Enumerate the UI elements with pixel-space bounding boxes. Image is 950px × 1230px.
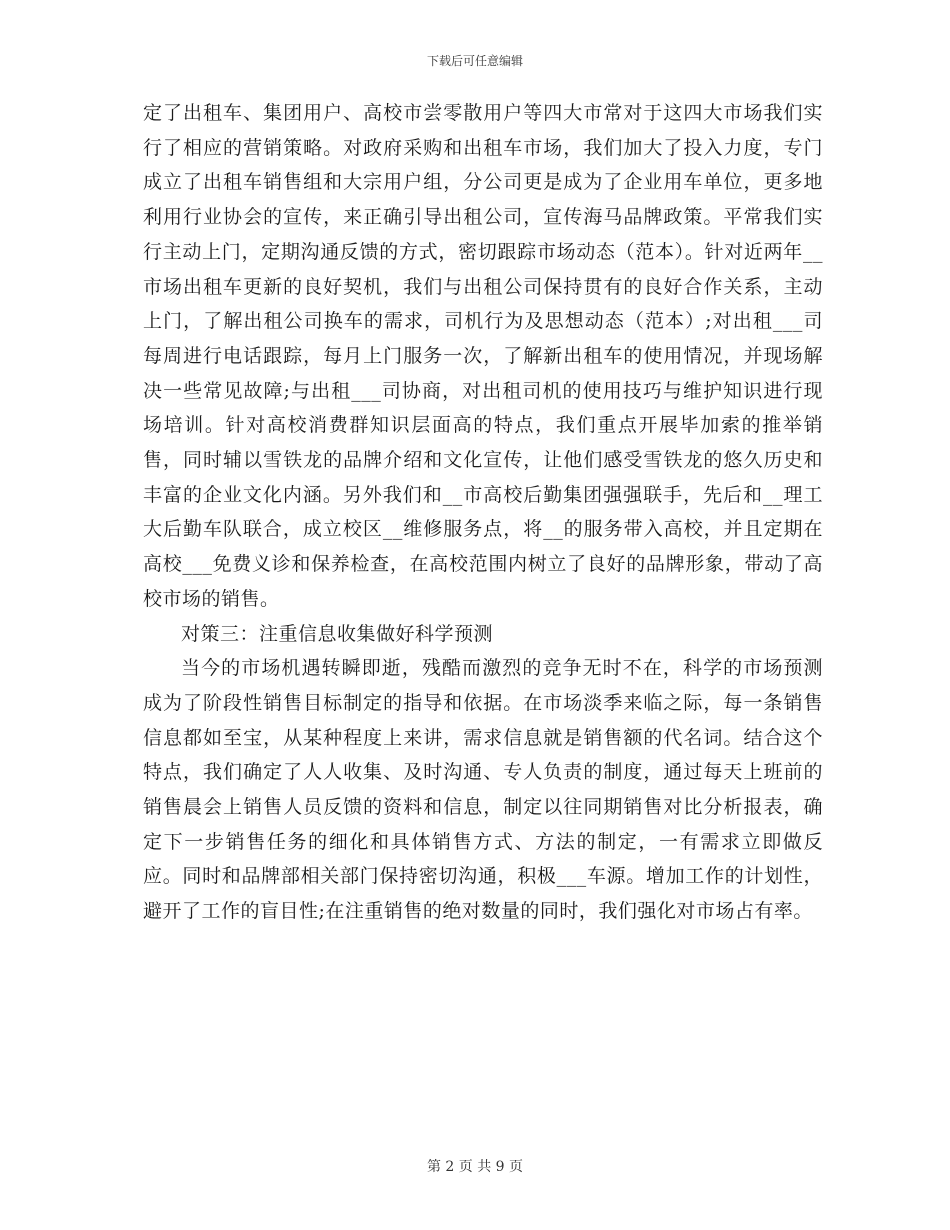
page-header: 下载后可任意编辑 xyxy=(426,54,523,68)
document-body xyxy=(143,96,823,929)
paragraph: 定了出租车、集团用户、高校市尝零散用户等四大市常对于这四大市场我们实行了相应的营销策略。对政府采购和出租车市场，我们加大了投入力度，专门成立了出租车销售组和大宗用户组，分公司更是成为了企业用车单位，更多地利用行业协会的宣传，来正确引导出租公司，宣传海马品牌政策。平常我们实行主动上门，定期沟通反馈的方式，密切跟踪市场动态（范本）。针对近两年__市场出租车更新的良好契机，我们与出租公司保持贯有的良好合作关系，主动上门，了解出租公司换车的需求，司机行为及思想动态（范本）;对出租___司每周进行电话跟踪，每月上门服务一次，了解新出租车的使用情况，并现场解决一些常见故障;与出租___司协商，对出租司机的使用技巧与维护知识进行现场培训。针对高校消费群知识层面高的特点，我们重点开展毕加索的推举销售，同时辅以雪铁龙的品牌介绍和文化宣传，让他们感受雪铁龙的悠久历史和丰富的企业文化内涵。另外我们和__市高校后勤集团强强联手，先后和__理工大后勤车队联合，成立校区__维修服务点，将__的服务带入高校，并且定期在高校___免费义诊和保养检查，在高校范围内树立了良好的品牌形象，带动了高校市场的销售。 xyxy=(143,102,823,610)
paragraph: 当今的市场机遇转瞬即逝，残酷而激烈的竞争无时不在，科学的市场预测成为了阶段性销售目标制定的指导和依据。在市场淡季来临之际，每一条销售信息都如至宝，从某种程度上来讲，需求信息就是销售额的代名词。结合这个特点，我们确定了人人收集、及时沟通、专人负责的制度，通过每天上班前的销售晨会上销售人员反馈的资料和信息，制定以往同期销售对比分析报表，确定下一步销售任务的细化和具体销售方式、方法的制定，一有需求立即做反应。同时和品牌部相关部门保持密切沟通，积极___车源。增加工作的计划性，避开了工作的盲目性;在注重销售的绝对数量的同时，我们强化对市场占有率。 xyxy=(143,657,823,923)
page-number: 第 2 页 共 9 页 xyxy=(426,1159,524,1175)
section-heading: 对策三：注重信息收集做好科学预测 xyxy=(181,622,494,645)
